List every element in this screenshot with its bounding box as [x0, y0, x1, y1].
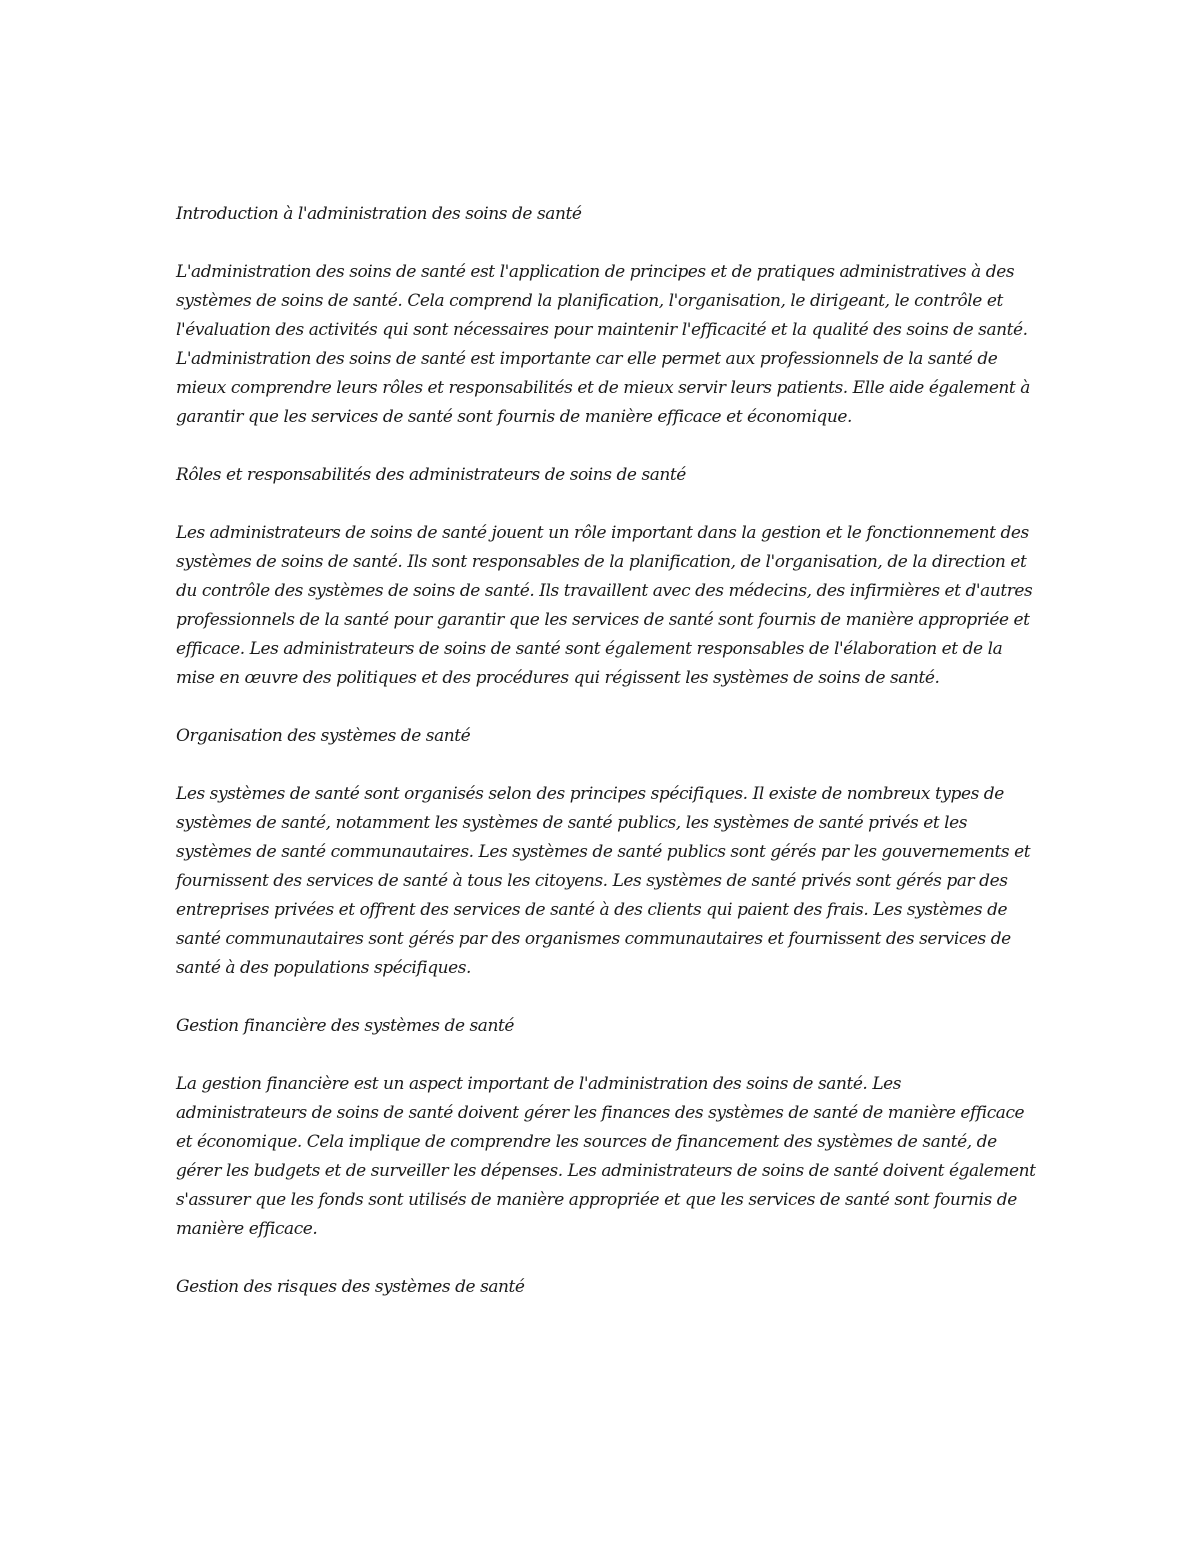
section-paragraph-organisation: Les systèmes de santé sont organisés selon des principes spécifiques. Il existe de nombreux types de systèmes de santé, notamment les systèmes de santé publics, les systèmes de santé privés et les systèmes de santé communautaires. Les systèmes de santé publics sont gérés par les gouvernements et fournissent des services de santé à tous les citoyens. Les systèmes de santé privés sont gérés par des entreprises privées et offrent des services de santé à des clients qui paient des frais. Les systèmes de santé communautaires sont gérés par des organismes communautaires et fournissent des services de santé à des populations spécifiques. — [176, 784, 1031, 978]
section-paragraph-roles: Les administrateurs de soins de santé jouent un rôle important dans la gestion et le fonctionnement des systèmes de soins de santé. Ils sont responsables de la planification, de l'organisation, de la direction et du contrôle des systèmes de soins de santé. Ils travaillent avec des médecins, des infirmières et d'autres professionnels de la santé pour garantir que les services de santé sont fournis de manière appropriée et efficace. Les administrateurs de soins de santé sont également responsables de l'élaboration et de la mise en œuvre des politiques et des procédures qui régissent les systèmes de soins de santé. — [176, 523, 1033, 688]
section-heading-financial: Gestion financière des systèmes de santé — [176, 1016, 514, 1036]
section-paragraph-financial: La gestion financière est un aspect important de l'administration des soins de santé. Les administrateurs de soins de santé doivent gérer les finances des systèmes de santé de manière efficace et économique. Cela implique de comprendre les sources de financement des systèmes de santé, de gérer les budgets et de surveiller les dépenses. Les administrateurs de soins de santé doivent également s'assurer que les fonds sont utilisés de manière appropriée et que les services de santé sont fournis de manière efficace. — [176, 1074, 1036, 1239]
document-body — [176, 200, 1036, 1331]
section-heading-introduction: Introduction à l'administration des soins de santé — [176, 204, 582, 224]
section-heading-organisation: Organisation des systèmes de santé — [176, 726, 471, 746]
section-heading-risks: Gestion des risques des systèmes de santé — [176, 1277, 525, 1297]
section-paragraph-introduction: L'administration des soins de santé est l'application de principes et de pratiques administratives à des systèmes de soins de santé. Cela comprend la planification, l'organisation, le dirigeant, le contrôle et l'évaluation des activités qui sont nécessaires pour maintenir l'efficacité et la qualité des soins de santé. L'administration des soins de santé est importante car elle permet aux professionnels de la santé de mieux comprendre leurs rôles et responsabilités et de mieux servir leurs patients. Elle aide également à garantir que les services de santé sont fournis de manière efficace et économique. — [176, 262, 1030, 427]
section-heading-roles: Rôles et responsabilités des administrateurs de soins de santé — [176, 465, 686, 485]
